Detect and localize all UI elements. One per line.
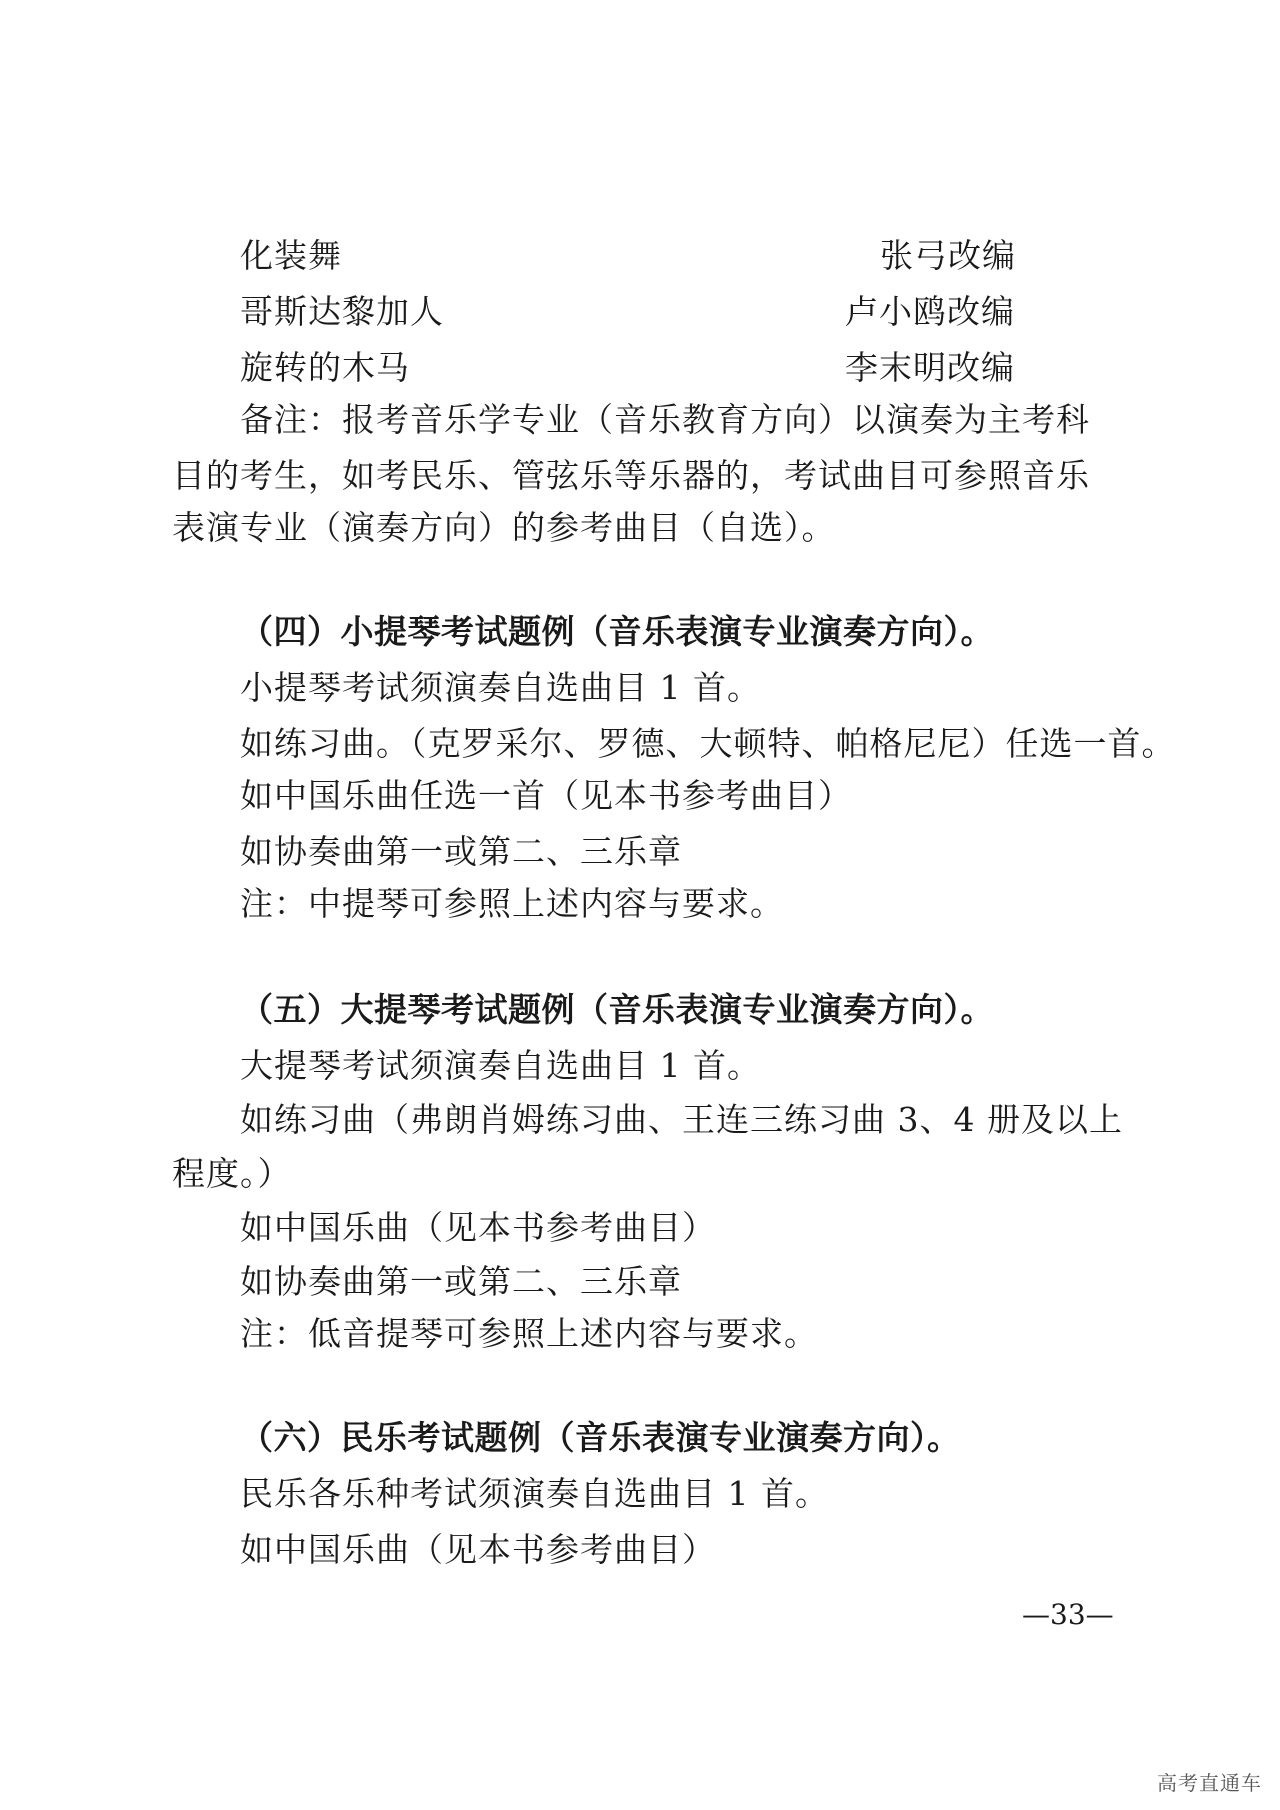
watermark-text: 高考直通车 [1157, 1771, 1262, 1795]
remark-line-3: 表演专业（演奏方向）的参考曲目（自选）。 [172, 508, 836, 547]
remark-line-2: 目的考生，如考民乐、管弦乐等乐器的，考试曲目可参照音乐 [172, 456, 1090, 495]
repertoire-title-3: 旋转的木马 [240, 348, 410, 387]
repertoire-title-2: 哥斯达黎加人 [240, 292, 444, 331]
repertoire-title-1: 化装舞 [240, 236, 342, 275]
repertoire-arranger-1: 张弓改编 [880, 236, 1016, 275]
section-heading-cello: （五）大提琴考试题例（音乐表演专业演奏方向）。 [240, 990, 994, 1029]
cello-line-3: 程度。） [172, 1154, 292, 1193]
cello-line-1: 大提琴考试须演奏自选曲目 1 首。 [240, 1046, 761, 1085]
violin-line-2: 如练习曲。（克罗采尔、罗德、大顿特、帕格尼尼）任选一首。 [240, 724, 1176, 763]
remark-line-1: 备注：报考音乐学专业（音乐教育方向）以演奏为主考科 [240, 400, 1090, 439]
cello-line-5: 如协奏曲第一或第二、三乐章 [240, 1262, 682, 1301]
folk-line-1: 民乐各乐种考试须演奏自选曲目 1 首。 [240, 1474, 829, 1513]
folk-line-2: 如中国乐曲（见本书参考曲目） [240, 1530, 716, 1569]
section-heading-violin: （四）小提琴考试题例（音乐表演专业演奏方向）。 [240, 612, 994, 651]
violin-note: 注：中提琴可参照上述内容与要求。 [240, 884, 784, 923]
cello-line-4: 如中国乐曲（见本书参考曲目） [240, 1208, 716, 1247]
violin-line-1: 小提琴考试须演奏自选曲目 1 首。 [240, 668, 761, 707]
repertoire-arranger-3: 李末明改编 [845, 348, 1015, 387]
violin-line-3: 如中国乐曲任选一首（见本书参考曲目） [240, 776, 852, 815]
cello-line-2: 如练习曲（弗朗肖姆练习曲、王连三练习曲 3、4 册及以上 [240, 1100, 1123, 1139]
section-heading-folk: （六）民乐考试题例（音乐表演专业演奏方向）。 [240, 1418, 961, 1457]
repertoire-arranger-2: 卢小鸥改编 [845, 292, 1015, 331]
page-number: —33— [1022, 1598, 1114, 1631]
violin-line-4: 如协奏曲第一或第二、三乐章 [240, 832, 682, 871]
cello-note: 注：低音提琴可参照上述内容与要求。 [240, 1314, 818, 1353]
